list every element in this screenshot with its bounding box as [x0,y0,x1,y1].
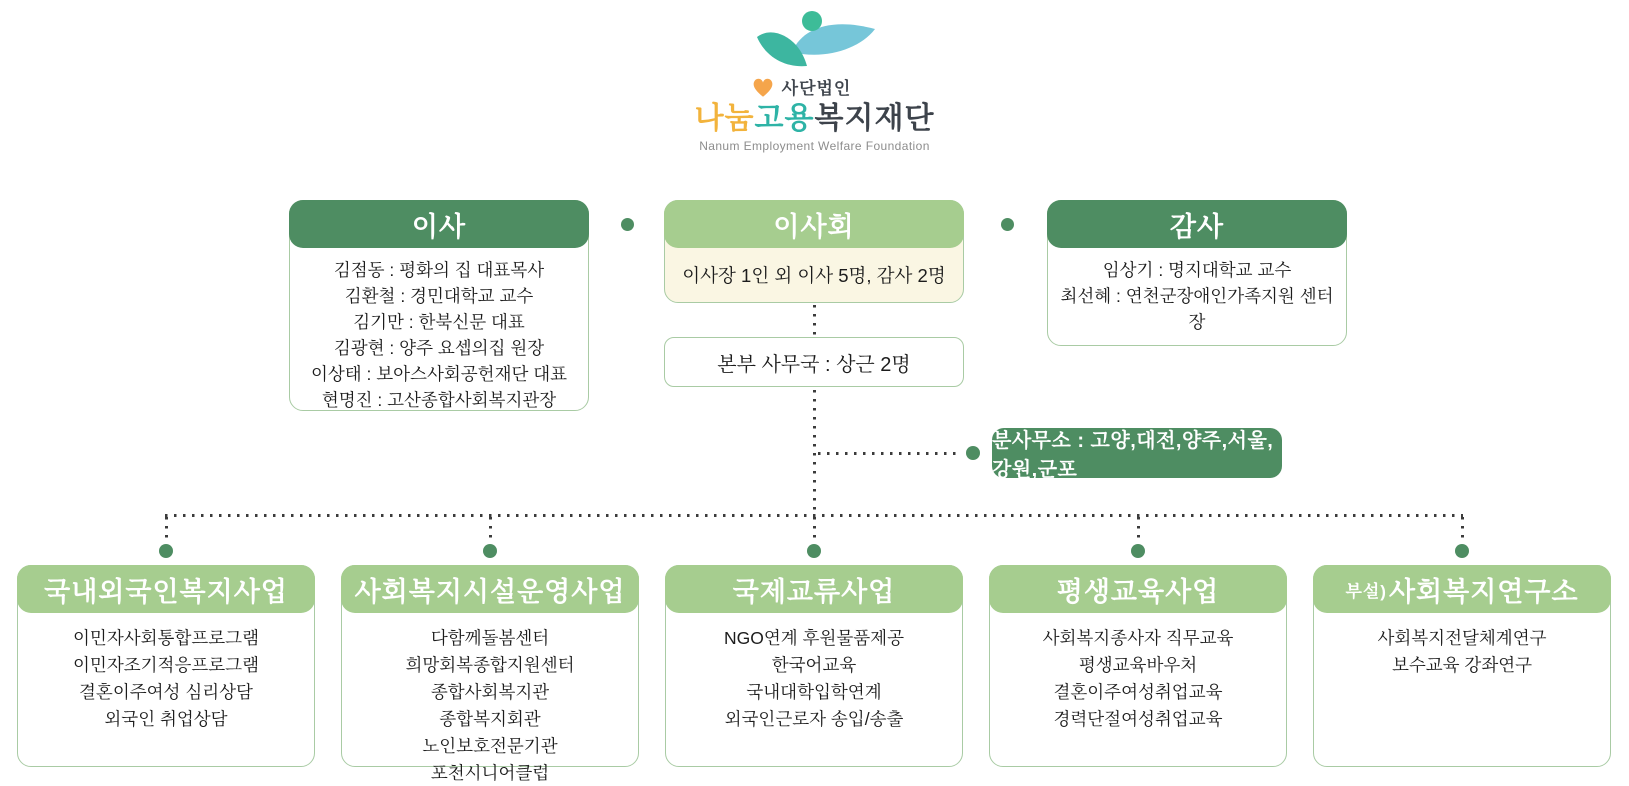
directors-box [289,200,589,411]
person-swoosh-icon [735,10,895,72]
connector-dot-branch-offices [966,446,980,460]
list-item: 최선혜 : 연천군장애인가족지원 센터장 [1060,286,1334,332]
dotted-line-branch-offices [818,452,960,455]
list-item: 보수교육 강좌연구 [1391,655,1533,675]
list-item: 이민자사회통합프로그램 [73,628,259,648]
foundation-name [665,103,965,135]
department-items-1 [18,614,314,766]
list-item: 평생교육바우처 [1078,655,1198,675]
auditors-header: 감사 [1047,200,1347,248]
heart-icon [750,75,776,99]
department-header-2: 사회복지시설운영사업 [341,565,639,613]
department-header-5-title: 사회복지연구소 [1388,576,1579,607]
foundation-name-part2: 고용 [754,102,815,135]
foundation-logo [665,10,965,153]
directors-header: 이사 [289,200,589,248]
foundation-name-part1: 나눔 [694,102,755,135]
list-item: 결혼이주여성 심리상담 [79,682,253,702]
department-box-lifelong-education [989,565,1287,767]
list-item: 외국인근로자 송입/송출 [724,709,904,729]
list-item: NGO연계 후원물품제공 [724,628,904,648]
list-item: 종합사회복지관 [430,682,550,702]
department-box-international-exchange [665,565,963,767]
board-header: 이사회 [664,200,964,248]
list-item: 김환철 : 경민대학교 교수 [344,286,534,306]
connector-dot-dept-1 [159,544,173,558]
board-composition: 이사장 1인 외 이사 5명, 감사 2명 [682,264,946,286]
connector-dot-dept-3 [807,544,821,558]
department-items-4 [990,614,1286,766]
department-header-4: 평생교육사업 [989,565,1287,613]
list-item: 희망회복종합지원센터 [405,655,575,675]
list-item: 현명진 : 고산종합사회복지관장 [321,390,557,410]
connector-dot-dept-2 [483,544,497,558]
department-header-1: 국내외국인복지사업 [17,565,315,613]
connector-dot-directors-board [621,218,634,231]
list-item: 경력단절여성취업교육 [1053,709,1223,729]
list-item: 노인보호전문기관 [422,736,558,756]
list-item: 사회복지전달체계연구 [1377,628,1547,648]
department-header-3: 국제교류사업 [665,565,963,613]
foundation-name-part3: 복지재단 [814,102,935,135]
department-items-5 [1314,614,1610,766]
dotted-stub-dept-3 [813,517,816,543]
directors-member-list [290,249,588,410]
branch-offices-label: 분사무소 : 고양,대전,양주,서울,강원,군포 [992,430,1274,481]
department-header-5-prefix: 부설) [1345,581,1387,601]
department-items-3 [666,614,962,766]
department-items-2 [342,614,638,783]
branch-offices-box [992,428,1282,481]
auditors-member-list [1048,249,1346,345]
secretariat-box [664,337,964,387]
connector-dot-dept-4 [1131,544,1145,558]
department-box-welfare-research-institute [1313,565,1611,767]
list-item: 외국인 취업상담 [104,709,228,729]
foundation-name-english: Nanum Employment Welfare Foundation [699,139,930,153]
list-item: 이상태 : 보아스사회공헌재단 대표 [310,364,568,384]
list-item: 김기만 : 한북신문 대표 [353,312,525,332]
dotted-stub-dept-2 [489,517,492,543]
list-item: 다함께돌봄센터 [430,628,550,648]
department-box-domestic-foreigner-welfare [17,565,315,767]
list-item: 결혼이주여성취업교육 [1053,682,1223,702]
board-box [664,200,964,303]
department-header-5 [1313,565,1611,613]
logo-orgtype-row [651,74,951,99]
auditors-box [1047,200,1347,346]
connector-dot-board-auditors [1001,218,1014,231]
list-item: 김점동 : 평화의 집 대표목사 [333,260,545,280]
dotted-line-trunk [813,390,816,514]
list-item: 김광현 : 양주 요셉의집 원장 [333,338,545,358]
department-box-welfare-facility-operation [341,565,639,783]
org-type-label: 사단법인 [781,79,852,98]
list-item: 임상기 : 명지대학교 교수 [1102,260,1292,280]
dotted-line-board-to-secretariat [813,305,816,335]
list-item: 사회복지종사자 직무교육 [1042,628,1234,648]
dotted-stub-dept-1 [165,517,168,543]
dotted-stub-dept-4 [1137,517,1140,543]
secretariat-label: 본부 사무국 : 상근 2명 [717,353,911,376]
connector-dot-dept-5 [1455,544,1469,558]
list-item: 종합복지회관 [439,709,541,729]
list-item: 국내대학입학연계 [746,682,882,702]
dotted-stub-dept-5 [1461,517,1464,543]
list-item: 한국어교육 [771,655,857,675]
list-item: 포천시니어클럽 [430,763,550,783]
list-item: 이민자조기적응프로그램 [73,655,259,675]
